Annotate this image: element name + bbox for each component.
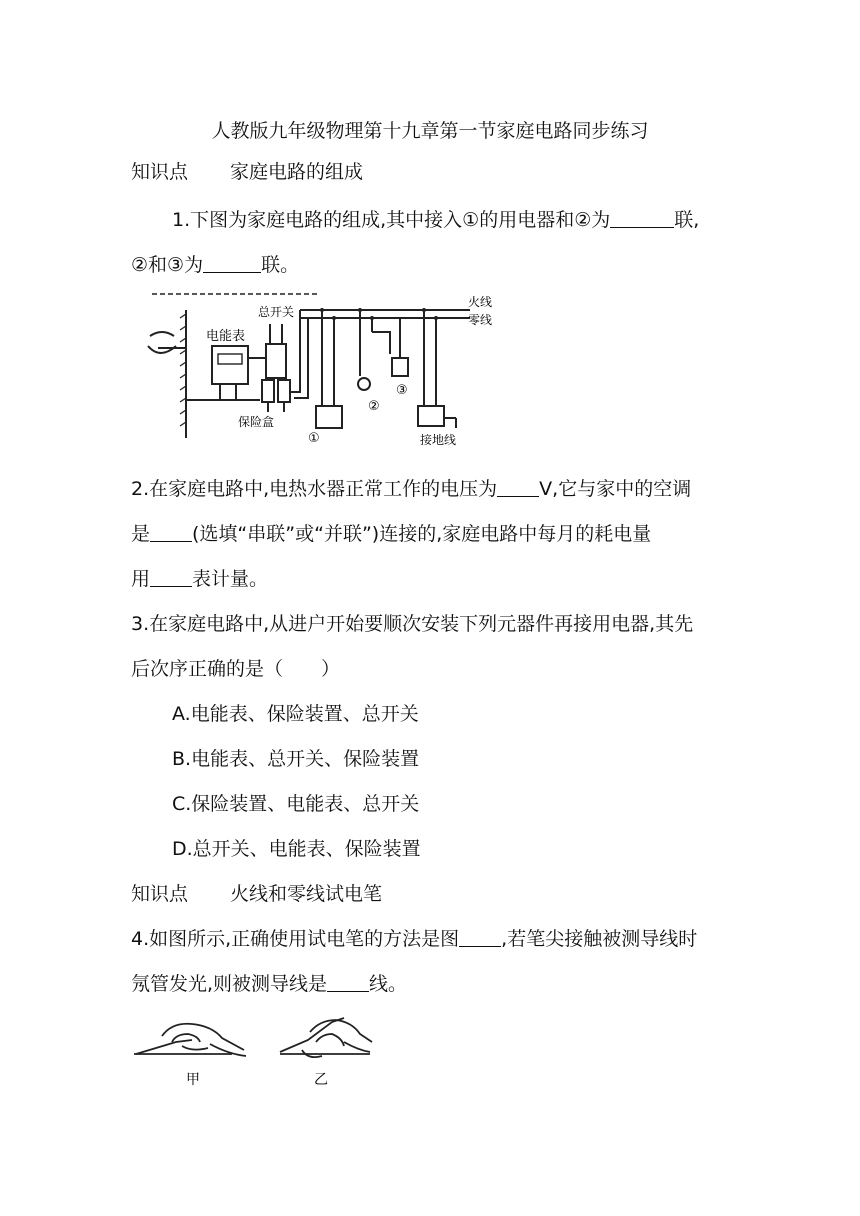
live-wire-label: 火线	[468, 295, 493, 309]
q4-line2	[131, 972, 407, 996]
hand-yi-illustration	[280, 1018, 372, 1057]
answer-blank	[150, 568, 192, 587]
option-b: B.电能表、总开关、保险装置	[172, 748, 420, 770]
section-heading-2	[131, 882, 382, 906]
q2-text: 2.在家庭电路中,电热水器正常工作的电压为	[131, 478, 498, 500]
q2-line2	[131, 522, 651, 546]
figure-label-jia: 甲	[186, 1072, 200, 1088]
q2-text: 是	[131, 523, 151, 545]
hand-jia-illustration	[134, 1024, 246, 1056]
q4-text: 氖管发光,则被测导线是	[131, 973, 328, 995]
main-switch-label: 总开关	[258, 305, 295, 319]
q4-text: ,若笔尖接触被测导线时	[501, 928, 698, 950]
socket-label-1: ①	[308, 431, 320, 446]
option-a: A.电能表、保险装置、总开关	[172, 703, 419, 725]
option-c: C.保险装置、电能表、总开关	[172, 793, 420, 815]
answer-blank	[327, 973, 369, 992]
q2-line3	[131, 567, 268, 591]
answer-blank	[459, 928, 501, 947]
answer-blank	[203, 254, 261, 273]
q1-line1	[172, 208, 699, 232]
q1-text: ②和③为	[131, 254, 204, 276]
answer-blank	[150, 523, 192, 542]
fuse-box-label: 保险盒	[238, 415, 275, 429]
q1-line2	[131, 253, 299, 277]
section-prefix: 知识点	[131, 883, 189, 905]
option-d: D.总开关、电能表、保险装置	[172, 838, 421, 860]
appliance-label-3: ③	[396, 383, 408, 398]
figure-label-yi: 乙	[314, 1072, 328, 1088]
q2-text: (选填“串联”或“并联”)连接的,家庭电路中每月的耗电量	[192, 523, 652, 545]
section-name: 家庭电路的组成	[230, 161, 364, 183]
q2-text: 用	[131, 568, 151, 590]
answer-blank	[497, 478, 539, 497]
lamp-label-2: ②	[368, 399, 380, 414]
q2-text: 表计量。	[192, 568, 269, 590]
q4-line1	[131, 927, 697, 951]
q3-line2: 后次序正确的是（ ）	[131, 658, 341, 680]
section-heading-1	[131, 160, 363, 184]
section-prefix: 知识点	[131, 161, 189, 183]
page-title: 人教版九年级物理第十九章第一节家庭电路同步练习	[211, 120, 649, 142]
q3-line1: 3.在家庭电路中,从进户开始要顺次安装下列元器件再接用电器,其先	[131, 613, 694, 635]
household-circuit-diagram	[140, 288, 500, 456]
neutral-wire-label: 零线	[468, 313, 493, 327]
q2-line1	[131, 477, 691, 501]
ground-wire-label: 接地线	[420, 433, 457, 447]
answer-blank	[610, 209, 674, 228]
q4-text: 4.如图所示,正确使用试电笔的方法是图	[131, 928, 460, 950]
section-name: 火线和零线试电笔	[230, 883, 383, 905]
q4-text: 线。	[369, 973, 408, 995]
q1-text: 联。	[261, 254, 300, 276]
q2-text: V,它与家中的空调	[539, 478, 692, 500]
test-pen-figure	[132, 1012, 382, 1092]
q1-text: 1.下图为家庭电路的组成,其中接入①的用电器和②为	[172, 209, 611, 231]
meter-label: 电能表	[206, 329, 246, 344]
q1-text: 联,	[674, 209, 700, 231]
